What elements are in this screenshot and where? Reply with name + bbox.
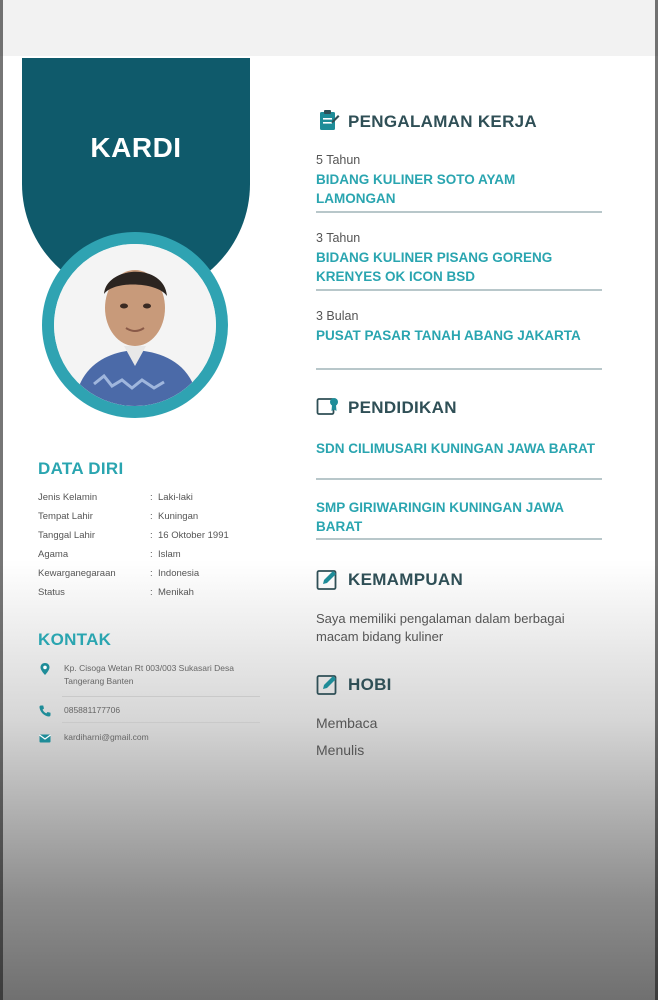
experience-duration: 5 Tahun	[316, 153, 361, 167]
personal-data-title: DATA DIRI	[38, 459, 124, 478]
mail-icon	[38, 731, 52, 745]
personal-sep: :	[150, 530, 153, 541]
personal-sep: :	[150, 549, 153, 560]
experience-duration: 3 Tahun	[316, 231, 361, 245]
location-pin-icon	[38, 662, 52, 676]
experience-duration: 3 Bulan	[316, 309, 359, 323]
divider	[316, 478, 602, 480]
hobbies-title: HOBI	[348, 675, 392, 694]
divider	[62, 750, 260, 751]
personal-value: Kuningan	[158, 511, 199, 522]
experience-role: BIDANG KULINER SOTO AYAM LAMONGAN	[316, 172, 516, 206]
divider	[316, 368, 602, 370]
personal-value: Laki-laki	[158, 492, 193, 503]
divider	[62, 722, 260, 723]
experience-title: PENGALAMAN KERJA	[348, 112, 537, 131]
divider	[316, 538, 602, 540]
personal-value: Indonesia	[158, 568, 200, 579]
education-title: PENDIDIKAN	[348, 398, 457, 417]
experience-role: BIDANG KULINER PISANG GORENG KRENYES OK ICON BSD	[316, 250, 553, 284]
personal-sep: :	[150, 568, 153, 579]
phone-icon	[38, 704, 52, 718]
screen-edge	[0, 0, 3, 1000]
certificate-icon	[316, 396, 340, 418]
divider	[316, 211, 602, 213]
profile-name: KARDI	[90, 132, 182, 163]
experience-role: PUSAT PASAR TANAH ABANG JAKARTA	[316, 328, 581, 343]
phone-text: 085881177706	[64, 705, 121, 715]
education-item: SMP GIRIWARINGIN KUNINGAN JAWA BARAT	[316, 500, 564, 534]
personal-key: Tempat Lahir	[38, 511, 93, 522]
personal-key: Status	[38, 587, 65, 598]
edit-icon	[316, 674, 340, 696]
email-text: kardiharni@gmail.com	[64, 732, 149, 742]
education-item: SDN CILIMUSARI KUNINGAN JAWA BARAT	[316, 441, 595, 456]
hobby-item: Menulis	[316, 742, 365, 758]
personal-sep: :	[150, 587, 153, 598]
personal-sep: :	[150, 511, 153, 522]
skills-title: KEMAMPUAN	[348, 570, 464, 589]
personal-key: Kewarganegaraan	[38, 568, 116, 579]
personal-value: 16 Oktober 1991	[158, 530, 229, 541]
profile-photo	[54, 244, 216, 406]
divider	[316, 289, 602, 291]
contact-title: KONTAK	[38, 630, 112, 649]
divider	[62, 696, 260, 697]
address-text: Kp. Cisoga Wetan Rt 003/003 Sukasari Desa Tangerang Banten	[64, 663, 234, 686]
clipboard-icon	[316, 109, 340, 131]
edit-icon	[316, 569, 340, 591]
personal-key: Tanggal Lahir	[38, 530, 96, 541]
personal-key: Agama	[38, 549, 69, 560]
personal-sep: :	[150, 492, 153, 503]
skills-text: Saya memiliki pengalaman dalam berbagai macam bidang kuliner	[316, 611, 565, 644]
personal-value: Menikah	[158, 587, 194, 598]
personal-key: Jenis Kelamin	[38, 492, 98, 503]
personal-value: Islam	[158, 549, 181, 560]
hobby-item: Membaca	[316, 715, 378, 731]
